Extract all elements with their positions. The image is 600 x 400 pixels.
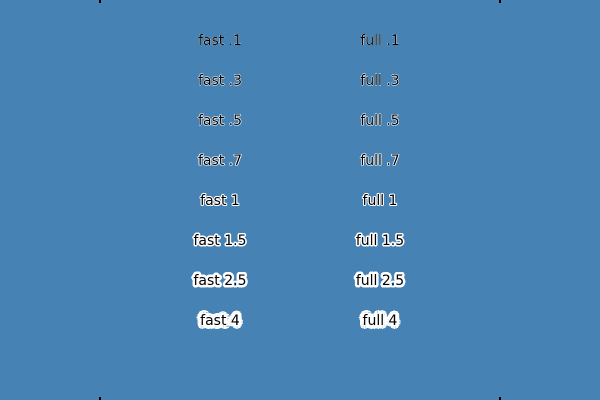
- full-label-column: [310, 28, 450, 348]
- halo-label: fast .1: [197, 33, 243, 49]
- halo-label: full .3: [360, 73, 400, 89]
- fast-label-column: [150, 28, 290, 348]
- halo-label: fast 1: [200, 193, 240, 209]
- corner-tick-top-right: [499, 0, 501, 3]
- halo-label: fast .3: [197, 73, 243, 89]
- halo-label: fast 2.5: [193, 273, 247, 289]
- halo-label: full 1.5: [355, 233, 405, 249]
- halo-label: fast 1.5: [193, 233, 247, 249]
- halo-label: fast .5: [197, 113, 243, 129]
- halo-label: full .7: [360, 153, 400, 169]
- corner-tick-top-left: [99, 0, 101, 3]
- halo-label: full .1: [360, 33, 400, 49]
- halo-label: fast 4: [200, 313, 240, 329]
- halo-label: full 2.5: [355, 273, 405, 289]
- halo-label: full .5: [360, 113, 400, 129]
- halo-label: fast .7: [197, 153, 243, 169]
- halo-label: full 4: [362, 313, 398, 329]
- halo-label: full 1: [362, 193, 398, 209]
